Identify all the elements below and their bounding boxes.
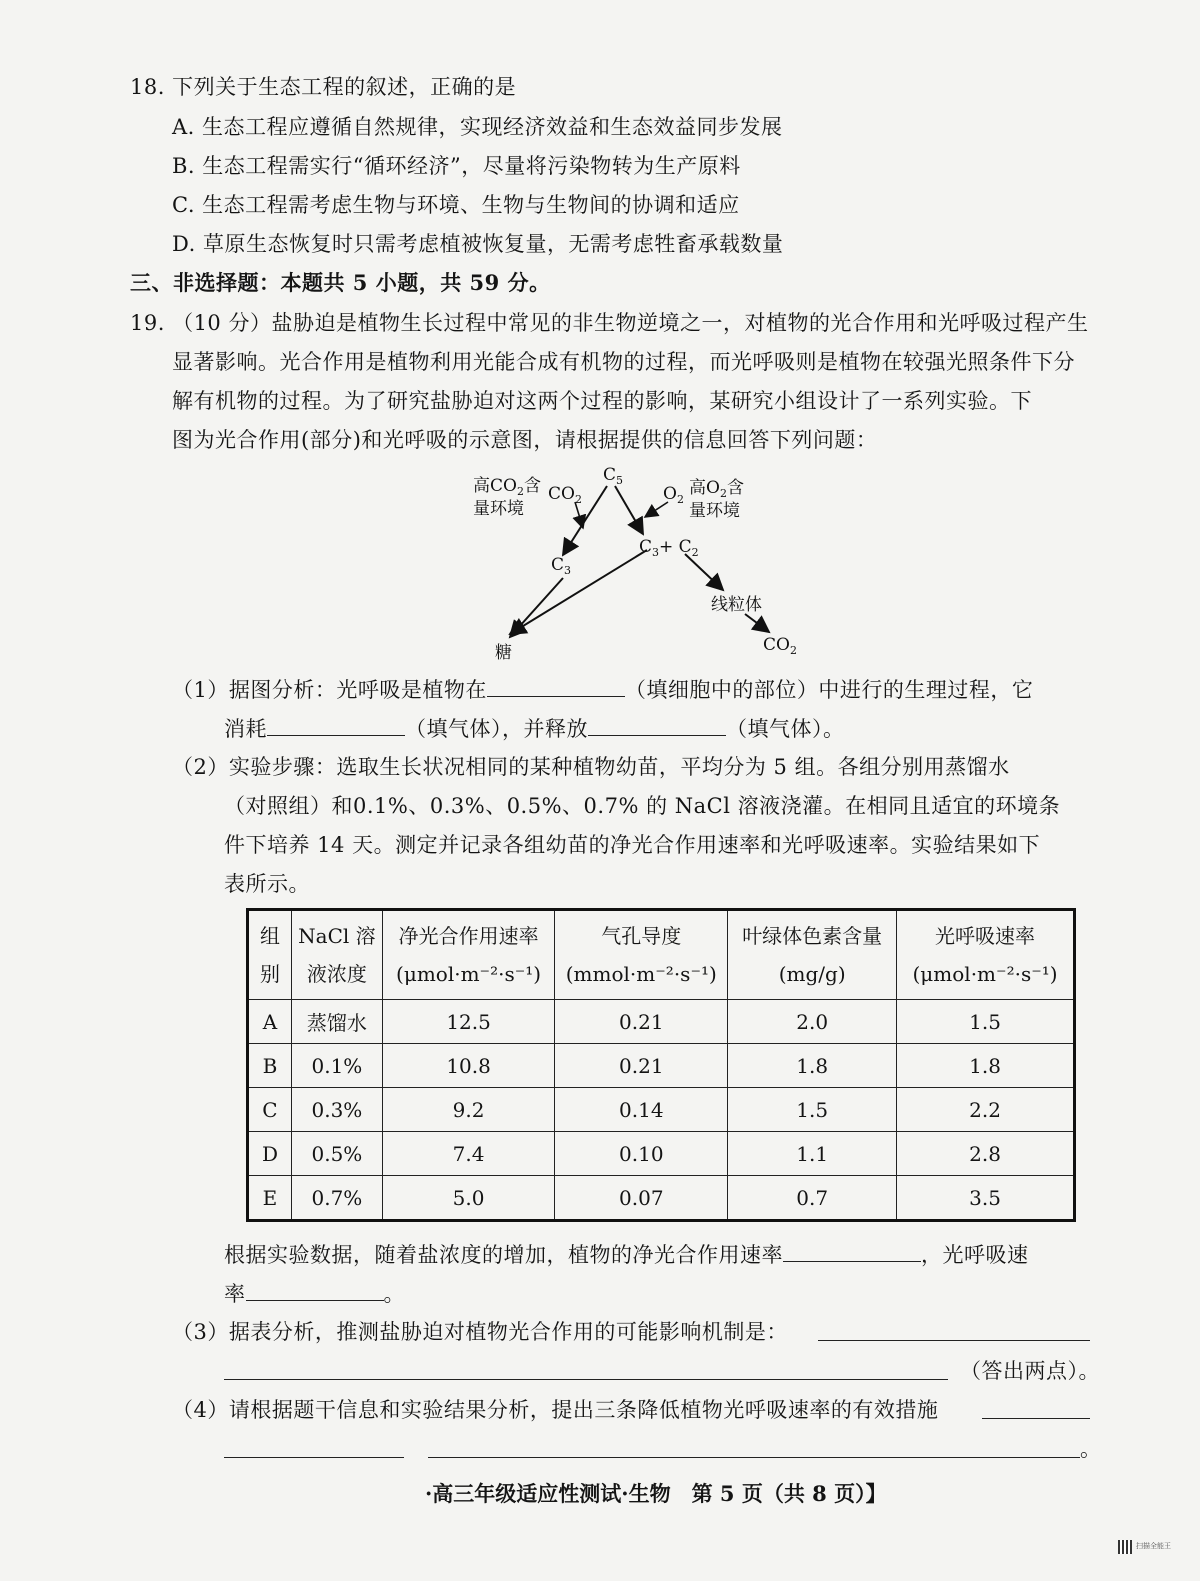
cell-stomatal: 0.07 [555, 1176, 728, 1221]
q18-option-d: D. 草原生态恢复时只需考虑植被恢复量，无需考虑牲畜承载数量 [172, 232, 784, 256]
table-row [248, 1132, 1075, 1176]
table-row [248, 1088, 1075, 1132]
label-high-o2: 高$O_2$含 [689, 478, 744, 500]
label-high-co2-env: 量环境 [473, 499, 524, 519]
header-photorespiration: 光呼吸速率 (μmol·m⁻²·s⁻¹) [897, 910, 1075, 1000]
header-stomatal-conductance: 气孔导度 (mmol·m⁻²·s⁻¹) [555, 910, 728, 1000]
label-c3-c2: $C_3+ C_2$ [639, 537, 699, 559]
cell-chlorophyll: 1.1 [728, 1132, 897, 1176]
part1-text-e: （填气体）。 [726, 717, 845, 741]
q19-trend-line2 [224, 1278, 405, 1309]
scanner-watermark: 扫描全能王 [1136, 1542, 1171, 1550]
label-o2: $O_2$ [663, 484, 684, 506]
answer-line-measures-1[interactable] [982, 1418, 1090, 1419]
q19-intro-line3: 解有机物的过程。为了研究盐胁迫对这两个过程的影响，某研究小组设计了一系列实验。下 [172, 389, 1032, 413]
answer-line-mechanism-2[interactable] [224, 1379, 948, 1380]
answer-blank-photoresp-trend[interactable] [246, 1278, 384, 1301]
table-header-row [248, 910, 1075, 1000]
q19-part3-line2: （答出两点）。 [960, 1359, 1100, 1383]
label-high-o2-env: 量环境 [689, 501, 740, 521]
trend-text-a: 根据实验数据，随着盐浓度的增加，植物的净光合作用速率 [224, 1243, 783, 1267]
cell-stomatal: 0.21 [555, 1000, 728, 1044]
cell-photoresp: 3.5 [897, 1176, 1075, 1221]
part1-text-d: （填气体），并释放 [405, 717, 588, 741]
part1-text-b: （填细胞中的部位）中进行的生理过程，它 [624, 678, 1034, 702]
trend-text-b: ，光呼吸速 [921, 1243, 1029, 1267]
header-chlorophyll: 叶绿体色素含量 (mg/g) [728, 910, 897, 1000]
q18-option-a: A. 生态工程应遵循自然规律，实现经济效益和生态效益同步发展 [172, 115, 783, 139]
arrow-mito-to-co2 [745, 614, 769, 632]
cell-nacl: 0.7% [291, 1176, 382, 1221]
q19-part1-line1 [172, 674, 1033, 705]
label-co2-right: $CO_2$ [763, 635, 797, 657]
answer-blank-consumed-gas[interactable] [267, 713, 405, 736]
part1-text-c: 消耗 [224, 717, 267, 741]
q19-part4-end: 。 [1080, 1437, 1102, 1461]
q18-stem: 18. 下列关于生态工程的叙述，正确的是 [130, 75, 517, 99]
cell-photoresp: 1.8 [897, 1044, 1075, 1088]
label-c5: $C_5$ [603, 465, 624, 487]
trend-text-c: 率 [224, 1282, 246, 1306]
cell-net-photo: 5.0 [382, 1176, 554, 1221]
cell-group: C [248, 1088, 292, 1132]
cell-chlorophyll: 2.0 [728, 1000, 897, 1044]
answer-line-measures-2[interactable] [224, 1457, 404, 1458]
cell-group: A [248, 1000, 292, 1044]
q19-part2-line3: 件下培养 14 天。测定并记录各组幼苗的净光合作用速率和光呼吸速率。实验结果如下 [224, 833, 1041, 857]
header-nacl: NaCl 溶 液浓度 [291, 910, 382, 1000]
q19-part4-line1: （4）请根据题干信息和实验结果分析，提出三条降低植物光呼吸速率的有效措施 [172, 1398, 939, 1422]
cell-nacl: 蒸馏水 [291, 1000, 382, 1044]
cell-nacl: 0.5% [291, 1132, 382, 1176]
arrow-c3c2-to-mito [685, 554, 723, 590]
cell-net-photo: 7.4 [382, 1132, 554, 1176]
q19-part2-line4: 表所示。 [224, 872, 310, 896]
q19-trend-line1 [224, 1239, 1029, 1270]
answer-line-measures-3[interactable] [428, 1457, 1080, 1458]
q19-part3-line1: （3）据表分析，推测盐胁迫对植物光合作用的可能影响机制是： [172, 1320, 788, 1344]
cell-chlorophyll: 0.7 [728, 1176, 897, 1221]
arrow-c3c2-to-sugar [510, 550, 647, 634]
q19-intro-line2: 显著影响。光合作用是植物利用光能合成有机物的过程，而光呼吸则是植物在较强光照条件下分 [172, 350, 1075, 374]
part1-text-a: （1）据图分析：光呼吸是植物在 [172, 678, 487, 702]
q19-part1-line2 [224, 713, 845, 744]
cell-chlorophyll: 1.8 [728, 1044, 897, 1088]
q19-intro-line1: 19. （10 分）盐胁迫是植物生长过程中常见的非生物逆境之一，对植物的光合作用和光呼吸过程产生 [130, 311, 1089, 335]
table-row [248, 1000, 1075, 1044]
cell-chlorophyll: 1.5 [728, 1088, 897, 1132]
answer-blank-released-gas[interactable] [588, 713, 726, 736]
cell-stomatal: 0.10 [555, 1132, 728, 1176]
cell-photoresp: 2.2 [897, 1088, 1075, 1132]
cell-stomatal: 0.14 [555, 1088, 728, 1132]
label-sugar: 糖 [495, 643, 512, 663]
q19-part2-line1: （2）实验步骤：选取生长状况相同的某种植物幼苗，平均分为 5 组。各组分别用蒸馏水 [172, 755, 1010, 779]
table-row [248, 1044, 1075, 1088]
label-c3: $C_3$ [551, 555, 572, 577]
photorespiration-diagram [465, 462, 797, 667]
table-row [248, 1176, 1075, 1221]
trend-text-d: 。 [383, 1282, 405, 1306]
cell-nacl: 0.1% [291, 1044, 382, 1088]
answer-blank-location[interactable] [487, 674, 625, 697]
qr-code-icon [1118, 1540, 1132, 1554]
arrow-o2-in [645, 502, 668, 517]
cell-photoresp: 2.8 [897, 1132, 1075, 1176]
label-co2-left: $CO_2$ [548, 484, 582, 506]
results-table [246, 908, 1076, 1222]
label-high-co2: 高$CO_2$含 [473, 476, 541, 498]
page-footer: ·高三年级适应性测试·生物 第 5 页（共 8 页）】 [425, 1481, 887, 1506]
header-group: 组 别 [248, 910, 292, 1000]
header-net-photosynthesis: 净光合作用速率 (μmol·m⁻²·s⁻¹) [382, 910, 554, 1000]
cell-group: E [248, 1176, 292, 1221]
cell-net-photo: 10.8 [382, 1044, 554, 1088]
answer-blank-net-trend[interactable] [783, 1239, 921, 1262]
cell-stomatal: 0.21 [555, 1044, 728, 1088]
cell-nacl: 0.3% [291, 1088, 382, 1132]
cell-group: D [248, 1132, 292, 1176]
answer-line-mechanism-1[interactable] [818, 1340, 1090, 1341]
label-mitochondria: 线粒体 [711, 595, 762, 615]
cell-net-photo: 9.2 [382, 1088, 554, 1132]
cell-photoresp: 1.5 [897, 1000, 1075, 1044]
q18-option-c: C. 生态工程需考虑生物与环境、生物与生物间的协调和适应 [172, 193, 740, 217]
q19-part2-line2: （对照组）和0.1%、0.3%、0.5%、0.7% 的 NaCl 溶液浇灌。在相同且适宜的环境条 [224, 794, 1061, 818]
q19-intro-line4: 图为光合作用(部分)和光呼吸的示意图，请根据提供的信息回答下列问题： [172, 428, 878, 452]
cell-group: B [248, 1044, 292, 1088]
arrow-c5-to-c3c2 [615, 486, 643, 534]
cell-net-photo: 12.5 [382, 1000, 554, 1044]
q18-option-b: B. 生态工程需实行“循环经济”，尽量将污染物转为生产原料 [172, 154, 741, 178]
section-heading: 三、非选择题：本题共 5 小题，共 59 分。 [130, 270, 551, 295]
